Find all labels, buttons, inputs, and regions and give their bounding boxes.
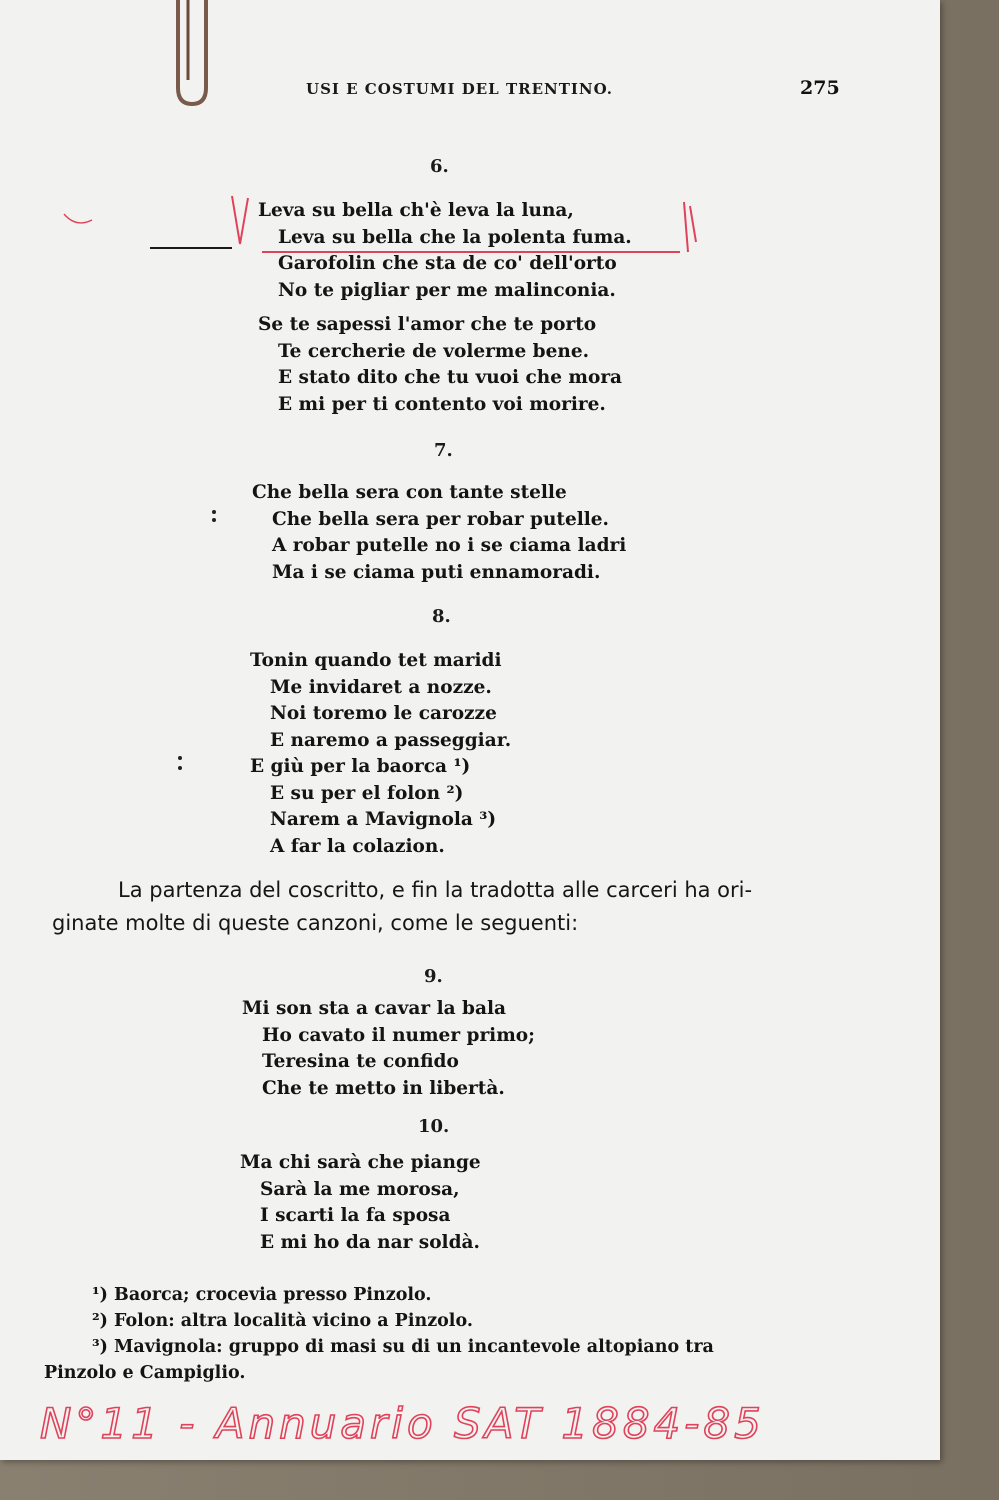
prose-line: La partenza del coscritto, e fin la tradotta alle carceri ha ori- — [118, 878, 753, 902]
prose-line: ginate molte di queste canzoni, come le seguenti: — [52, 911, 579, 935]
song-stanza — [258, 312, 622, 418]
footnote-3: ³) Mavignola: gruppo di masi su di un incantevole altopiano tra — [92, 1337, 714, 1357]
verse-line: E mi per ti contento voi morire. — [278, 393, 606, 415]
paperclip-icon — [160, 0, 220, 120]
handwritten-annotation — [40, 1392, 840, 1452]
footnotes — [44, 1282, 834, 1386]
song-number: 7. — [434, 440, 453, 461]
handwritten-text: N°11 - Annuario SAT 1884-85 — [40, 1399, 765, 1448]
verse-line: Mi son sta a cavar la bala — [242, 998, 506, 1019]
footnote-2: ²) Folon: altra località vicino a Pinzolo. — [92, 1311, 473, 1331]
verse-line: Se te sapessi l'amor che te porto — [258, 314, 597, 335]
verse-line: E stato dito che tu vuoi che mora — [278, 367, 623, 388]
verse-line: Narem a Mavignola ³) — [270, 809, 497, 830]
verse-line: E su per el folon ²) — [270, 782, 464, 804]
verse-line: Che te metto in libertà. — [262, 1077, 505, 1099]
verse-line: No te pigliar per me malinconia. — [278, 279, 616, 301]
verse-line: Tonin quando tet maridi — [250, 650, 502, 671]
footnote-1: ¹) Baorca; crocevia presso Pinzolo. — [92, 1285, 432, 1305]
verse-line: Teresina te confido — [262, 1051, 459, 1072]
page-header — [0, 77, 940, 102]
footnote-3-continued: Pinzolo e Campiglio. — [44, 1363, 246, 1383]
verse-line: Che bella sera per robar putelle. — [272, 508, 609, 530]
verse-line: Sarà la me morosa, — [260, 1178, 460, 1200]
verse-line: Te cercherie de volerme bene. — [278, 340, 590, 362]
verse-line: Ma i se ciama puti ennamoradi. — [272, 561, 601, 583]
song-stanza — [252, 480, 626, 586]
running-head: USI E COSTUMI DEL TRENTINO. — [306, 80, 614, 98]
song-stanza — [240, 1150, 481, 1256]
verse-line: Ma chi sarà che piange — [240, 1152, 481, 1173]
song-number: 9. — [424, 966, 443, 987]
page-number: 275 — [800, 77, 840, 99]
song-number: 10. — [418, 1116, 450, 1137]
verse-line: A far la colazion. — [270, 835, 445, 857]
prose-paragraph — [52, 874, 832, 940]
verse-line: E naremo a passeggiar. — [270, 729, 512, 751]
verse-line: A robar putelle no i se ciama ladri — [272, 535, 627, 556]
verse-line: Me invidaret a nozze. — [270, 676, 492, 698]
verse-line: Noi toremo le carozze — [270, 703, 497, 724]
verse-line: I scarti la fa sposa — [260, 1205, 451, 1226]
verse-line: Leva su bella ch'è leva la luna, — [258, 200, 574, 221]
verse-line: Garofolin che sta de co' dell'orto — [278, 253, 617, 274]
song-number: 8. — [432, 606, 451, 627]
song-stanza — [242, 996, 535, 1102]
verse-line: E giù per la baorca ¹) — [250, 756, 471, 777]
verse-line: Leva su bella che la polenta fuma. — [278, 226, 632, 248]
verse-line: Che bella sera con tante stelle — [252, 482, 567, 503]
song-stanza — [250, 648, 511, 860]
song-stanza — [258, 198, 632, 304]
song-number: 6. — [430, 156, 449, 177]
verse-line: E mi ho da nar soldà. — [260, 1231, 480, 1253]
verse-line: Ho cavato il numer primo; — [262, 1024, 535, 1046]
